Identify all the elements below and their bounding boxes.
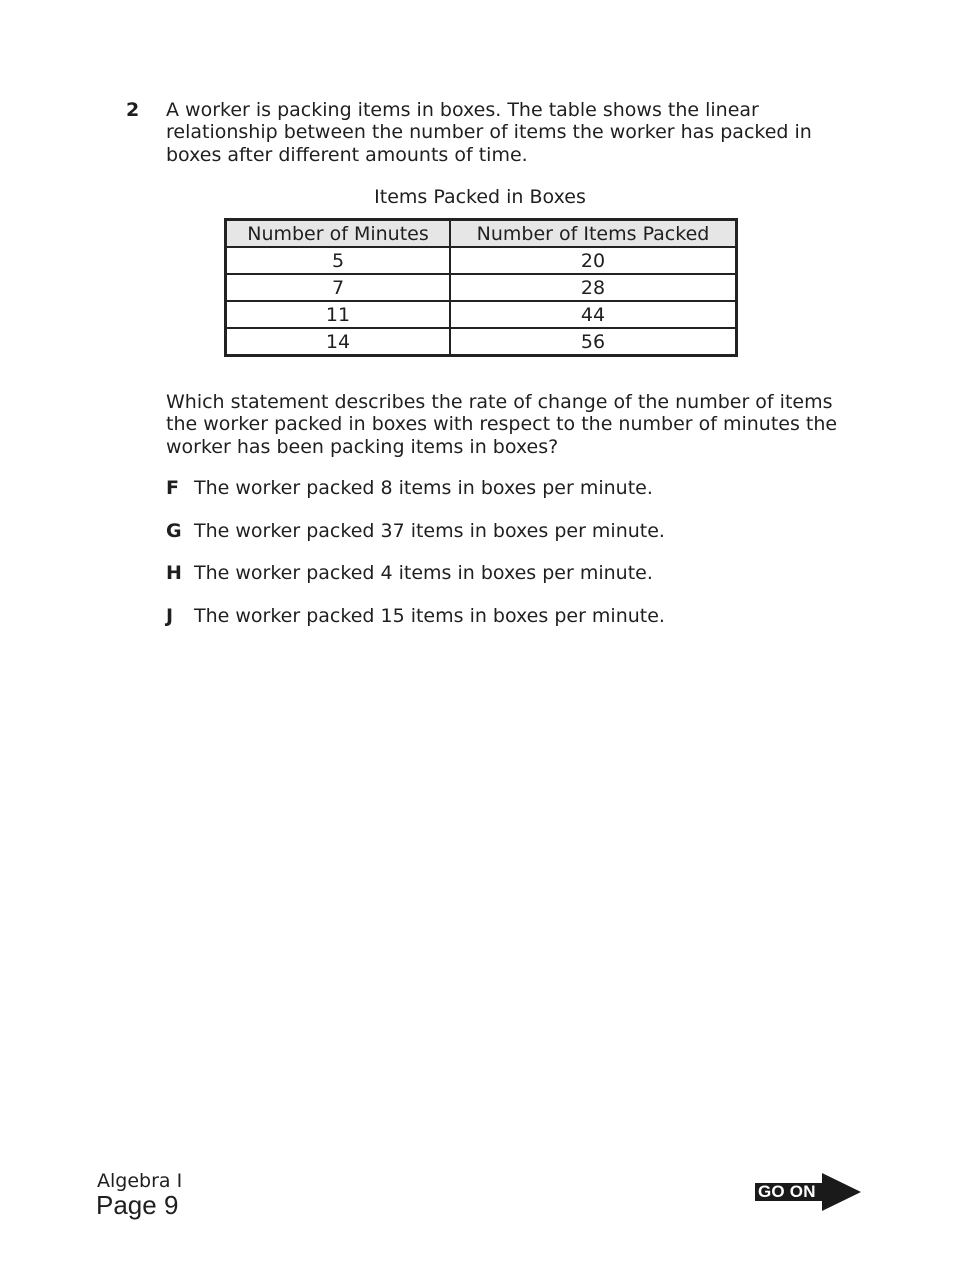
table-row — [226, 301, 737, 328]
choice-letter: G — [166, 519, 182, 542]
cell-minutes: 5 — [226, 247, 451, 274]
header-minutes: Number of Minutes — [226, 220, 451, 248]
choice-letter: F — [166, 477, 179, 499]
table-row — [226, 328, 737, 356]
choice-letter: J — [166, 604, 174, 627]
cell-minutes: 14 — [226, 328, 451, 356]
answer-choices — [166, 477, 866, 647]
cell-minutes: 11 — [226, 301, 451, 328]
question-body — [166, 99, 866, 627]
cell-items: 20 — [450, 247, 737, 274]
answer-choice-j[interactable] — [166, 605, 866, 627]
data-table — [224, 218, 738, 357]
go-on-button[interactable] — [755, 1173, 861, 1211]
answer-choice-f[interactable] — [166, 477, 866, 499]
go-on-label: GO ON — [758, 1182, 816, 1201]
choice-letter: H — [166, 562, 182, 584]
table-title: Items Packed in Boxes — [374, 186, 586, 208]
header-items-packed: Number of Items Packed — [450, 220, 737, 248]
footer-subject: Algebra I — [97, 1170, 183, 1192]
choice-text: The worker packed 37 items in boxes per minute. — [194, 519, 665, 542]
choice-text: The worker packed 4 items in boxes per minute. — [194, 562, 653, 584]
cell-items: 28 — [450, 274, 737, 301]
answer-choice-g[interactable] — [166, 520, 866, 542]
choice-text: The worker packed 15 items in boxes per minute. — [194, 604, 665, 627]
question-number: 2 — [126, 99, 140, 121]
question-prompt: Which statement describes the rate of change of the number of items the worker packed in boxes with respect to the number of minutes the worker has been packing items in boxes? — [166, 391, 838, 458]
page-number: Page 9 — [96, 1190, 179, 1220]
table-row — [226, 274, 737, 301]
answer-choice-h[interactable] — [166, 562, 866, 584]
cell-items: 56 — [450, 328, 737, 356]
cell-minutes: 7 — [226, 274, 451, 301]
choice-text: The worker packed 8 items in boxes per minute. — [194, 477, 653, 499]
table-row — [226, 247, 737, 274]
table-header-row — [226, 220, 737, 248]
question-stem: A worker is packing items in boxes. The table shows the linear relationship between the number of items the worker has packed in boxes after different amounts of time. — [166, 99, 812, 166]
cell-items: 44 — [450, 301, 737, 328]
